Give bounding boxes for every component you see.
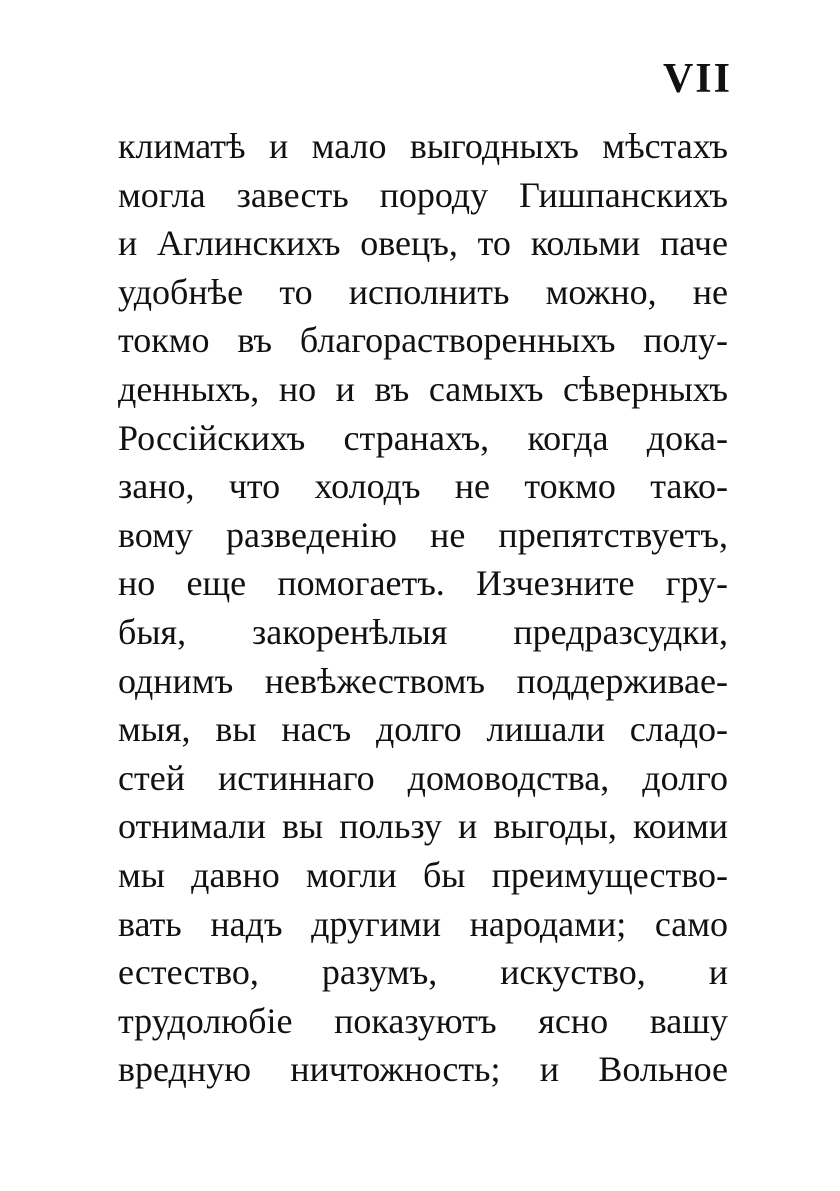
text-line: мыя, вы насъ долго лишали сладо- <box>118 709 728 750</box>
text-line: отнимали вы пользу и выгоды, коими <box>118 806 728 847</box>
text-line: стей истиннаго домоводства, долго <box>118 757 728 798</box>
text-line: удобнѣе то исполнить можно, не <box>118 271 728 312</box>
text-line: денныхъ, но и въ самыхъ сѣверныхъ <box>118 368 728 409</box>
text-line: и Аглинскихъ овецъ, то кольми паче <box>118 223 728 264</box>
text-line: могла завесть породу Гишпанскихъ <box>118 174 728 215</box>
text-line: вать надъ другими народами; само <box>118 903 728 944</box>
text-line: мы давно могли бы преимущество- <box>118 854 728 895</box>
text-line: зано, что холодъ не токмо тако- <box>118 466 728 507</box>
text-line: но еще помогаетъ. Изчезните гру- <box>118 563 728 604</box>
body-text <box>118 122 728 1094</box>
text-line: естество, разумъ, искуство, и <box>118 952 728 993</box>
page-number: VII <box>662 56 732 102</box>
text-line: токмо въ благорастворенныхъ полу- <box>118 320 728 361</box>
text-line: вому разведенію не препятствуетъ, <box>118 514 728 555</box>
text-line: климатѣ и мало выгодныхъ мѣстахъ <box>118 126 728 166</box>
text-line: трудолюбіе показуютъ ясно вашу <box>118 1000 728 1041</box>
text-line: однимъ невѣжествомъ поддерживае- <box>118 660 728 701</box>
text-line: вредную ничтожность; и Вольное <box>118 1049 728 1090</box>
text-line: Россійскихъ странахъ, когда дока- <box>118 417 728 458</box>
text-line: быя, закоренѣлыя предразсудки, <box>118 611 728 652</box>
